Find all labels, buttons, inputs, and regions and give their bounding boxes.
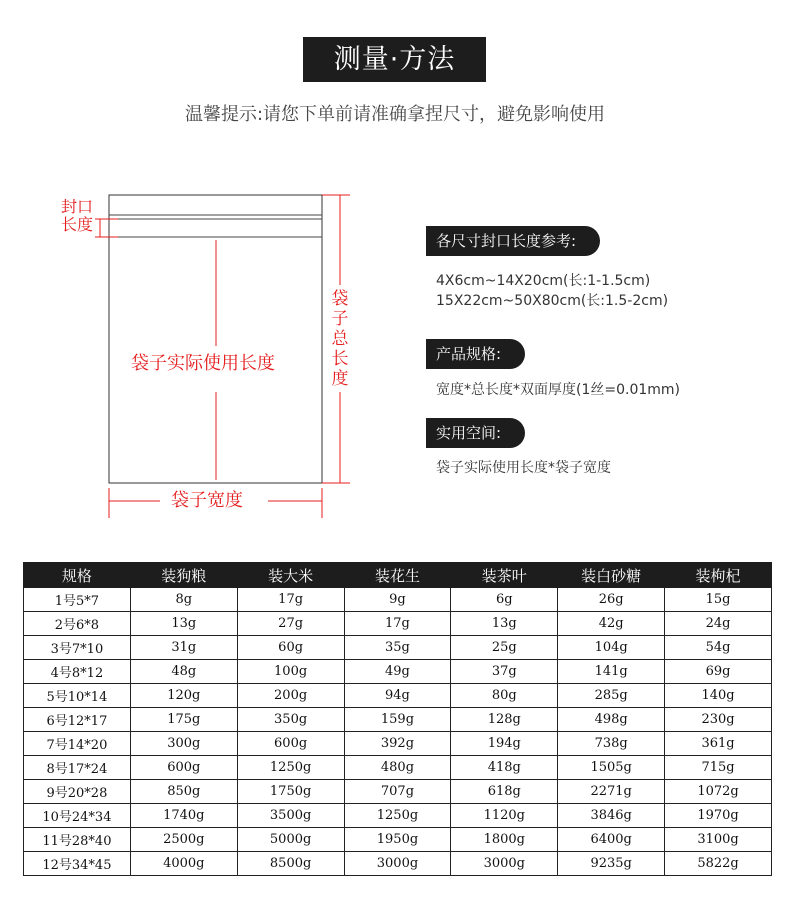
bag-diagram — [0, 0, 380, 540]
weight-cell: 285g — [558, 684, 665, 708]
size-cell: 10号24*34 — [24, 804, 131, 828]
seal-length-label-line1: 封口 — [61, 197, 94, 216]
weight-cell: 6400g — [558, 828, 665, 852]
usable-space-text: 袋子实际使用长度*袋子宽度 — [436, 460, 611, 476]
weight-cell: 230g — [665, 708, 772, 732]
weight-cell: 6g — [451, 588, 558, 612]
weight-cell: 35g — [344, 636, 451, 660]
table-header-cell: 装白砂糖 — [558, 563, 665, 588]
weight-cell: 25g — [451, 636, 558, 660]
weight-cell: 120g — [130, 684, 237, 708]
table-row — [24, 636, 772, 660]
weight-cell: 361g — [665, 732, 772, 756]
usable-length-label: 袋子实际使用长度 — [131, 353, 275, 374]
weight-cell: 94g — [344, 684, 451, 708]
weight-cell: 104g — [558, 636, 665, 660]
weight-cell: 600g — [130, 756, 237, 780]
weight-cell: 194g — [451, 732, 558, 756]
usable-space-badge: 实用空间: — [426, 418, 525, 448]
size-cell: 11号28*40 — [24, 828, 131, 852]
weight-cell: 26g — [558, 588, 665, 612]
table-row — [24, 708, 772, 732]
weight-cell: 4000g — [130, 852, 237, 876]
weight-cell: 715g — [665, 756, 772, 780]
bag-diagram-svg — [0, 0, 380, 540]
weight-cell: 498g — [558, 708, 665, 732]
weight-cell: 54g — [665, 636, 772, 660]
table-header-row — [24, 563, 772, 588]
table-row — [24, 612, 772, 636]
size-cell: 1号5*7 — [24, 588, 131, 612]
seal-length-label — [61, 198, 99, 234]
size-cell: 7号14*20 — [24, 732, 131, 756]
weight-cell: 3500g — [237, 804, 344, 828]
weight-cell: 69g — [665, 660, 772, 684]
size-cell: 5号10*14 — [24, 684, 131, 708]
weight-cell: 15g — [665, 588, 772, 612]
table-header-cell: 装狗粮 — [130, 563, 237, 588]
table-header-cell: 装大米 — [237, 563, 344, 588]
table-row — [24, 732, 772, 756]
weight-cell: 1970g — [665, 804, 772, 828]
weight-cell: 48g — [130, 660, 237, 684]
weight-cell: 1505g — [558, 756, 665, 780]
weight-cell: 175g — [130, 708, 237, 732]
weight-cell: 707g — [344, 780, 451, 804]
weight-cell: 480g — [344, 756, 451, 780]
weight-cell: 418g — [451, 756, 558, 780]
table-header-cell: 规格 — [24, 563, 131, 588]
weight-cell: 17g — [344, 612, 451, 636]
weight-cell: 140g — [665, 684, 772, 708]
weight-cell: 2271g — [558, 780, 665, 804]
weight-cell: 2500g — [130, 828, 237, 852]
table-row — [24, 684, 772, 708]
width-label: 袋子宽度 — [171, 490, 243, 511]
tip-text: 温馨提示:请您下单前请准确拿捏尺寸，避免影响使用 — [184, 104, 606, 125]
weight-cell: 392g — [344, 732, 451, 756]
weight-cell: 3000g — [451, 852, 558, 876]
table-row — [24, 660, 772, 684]
seal-reference-badge: 各尺寸封口长度参考: — [426, 226, 600, 256]
weight-cell: 1250g — [344, 804, 451, 828]
weight-cell: 1120g — [451, 804, 558, 828]
weight-cell: 1072g — [665, 780, 772, 804]
seal-reference-line2: 15X22cm~50X80cm(长:1.5-2cm) — [436, 293, 669, 309]
weight-cell: 1740g — [130, 804, 237, 828]
table-body — [24, 588, 772, 876]
weight-cell: 850g — [130, 780, 237, 804]
weight-cell: 8g — [130, 588, 237, 612]
seal-reference-line1: 4X6cm~14X20cm(长:1-1.5cm) — [436, 273, 651, 289]
weight-cell: 80g — [451, 684, 558, 708]
total-length-label: 袋子总长度 — [331, 289, 349, 389]
table-row — [24, 780, 772, 804]
seal-length-label-line2: 长度 — [61, 215, 94, 234]
weight-cell: 42g — [558, 612, 665, 636]
size-cell: 8号17*24 — [24, 756, 131, 780]
weight-cell: 100g — [237, 660, 344, 684]
weight-cell: 738g — [558, 732, 665, 756]
weight-cell: 13g — [451, 612, 558, 636]
page-title: 测量·方法 — [333, 44, 456, 75]
weight-cell: 60g — [237, 636, 344, 660]
weight-cell: 27g — [237, 612, 344, 636]
weight-cell: 3000g — [344, 852, 451, 876]
weight-cell: 8500g — [237, 852, 344, 876]
weight-cell: 200g — [237, 684, 344, 708]
weight-cell: 9g — [344, 588, 451, 612]
weight-cell: 159g — [344, 708, 451, 732]
weight-cell: 128g — [451, 708, 558, 732]
product-spec-badge: 产品规格: — [426, 339, 525, 369]
weight-cell: 1750g — [237, 780, 344, 804]
table-row — [24, 804, 772, 828]
weight-cell: 350g — [237, 708, 344, 732]
weight-cell: 17g — [237, 588, 344, 612]
weight-cell: 37g — [451, 660, 558, 684]
table-row — [24, 828, 772, 852]
weight-cell: 3846g — [558, 804, 665, 828]
size-cell: 12号34*45 — [24, 852, 131, 876]
weight-cell: 5000g — [237, 828, 344, 852]
size-cell: 6号12*17 — [24, 708, 131, 732]
size-cell: 2号6*8 — [24, 612, 131, 636]
table-header-cell: 装茶叶 — [451, 563, 558, 588]
table-header-cell: 装花生 — [344, 563, 451, 588]
weight-cell: 300g — [130, 732, 237, 756]
weight-cell: 3100g — [665, 828, 772, 852]
table-header-cell: 装枸杞 — [665, 563, 772, 588]
table-row — [24, 756, 772, 780]
size-cell: 4号8*12 — [24, 660, 131, 684]
weight-cell: 1950g — [344, 828, 451, 852]
weight-cell: 600g — [237, 732, 344, 756]
weight-cell: 1800g — [451, 828, 558, 852]
table-row — [24, 588, 772, 612]
weight-cell: 24g — [665, 612, 772, 636]
size-cell: 9号20*28 — [24, 780, 131, 804]
weight-cell: 1250g — [237, 756, 344, 780]
table-row — [24, 852, 772, 876]
capacity-table — [23, 562, 772, 876]
weight-cell: 5822g — [665, 852, 772, 876]
weight-cell: 49g — [344, 660, 451, 684]
weight-cell: 9235g — [558, 852, 665, 876]
product-spec-text: 宽度*总长度*双面厚度(1丝=0.01mm) — [436, 382, 681, 398]
weight-cell: 618g — [451, 780, 558, 804]
weight-cell: 141g — [558, 660, 665, 684]
weight-cell: 31g — [130, 636, 237, 660]
size-cell: 3号7*10 — [24, 636, 131, 660]
weight-cell: 13g — [130, 612, 237, 636]
